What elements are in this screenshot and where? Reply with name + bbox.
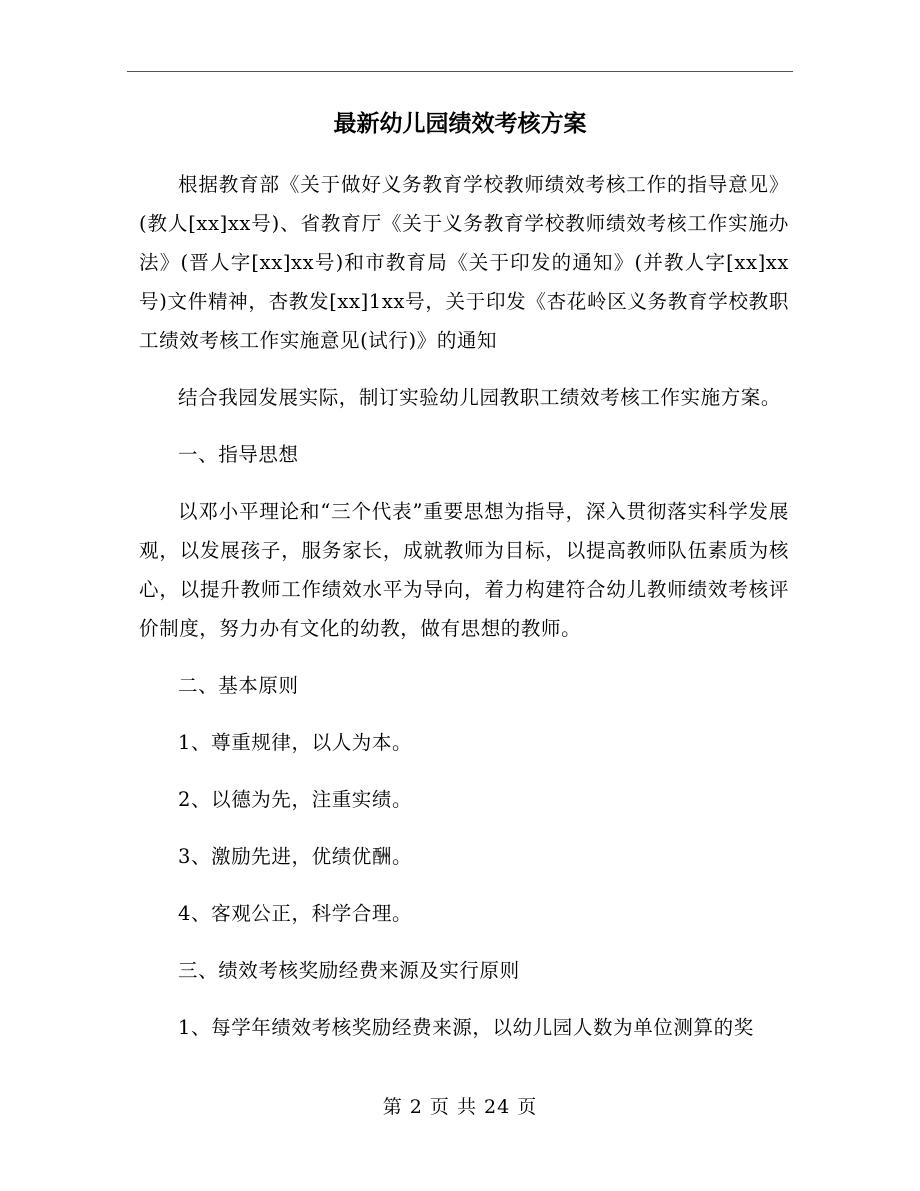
paragraph-basis: 根据教育部《关于做好义务教育学校教师绩效考核工作的指导意见》(教人[xx]xx号)、省教育厅《关于义务教育学校教师绩效考核工作实施办法》(晋人字[xx]xx号)和市教育局《关于印发的通知》(并教人字[xx]xx号)文件精神，杏教发[xx]1xx号，关于印发《杏花岭区义务教育学校教职工绩效考核工作实施意见(试行)》的通知 <box>139 173 789 352</box>
principle-item: 3、激励先进，优绩优酬。 <box>178 845 413 868</box>
section-heading-basic-principles: 二、基本原则 <box>178 674 299 697</box>
principle-item: 2、以德为先，注重实绩。 <box>178 788 413 811</box>
principle-item: 4、客观公正，科学合理。 <box>178 902 413 925</box>
page-number: 第 2 页 共 24 页 <box>382 1096 538 1118</box>
header-rule <box>127 71 793 72</box>
section-heading-guiding-ideology: 一、指导思想 <box>178 443 299 466</box>
document-body <box>139 165 789 1047</box>
document-title: 最新幼儿园绩效考核方案 <box>333 110 587 137</box>
section-heading-funding: 三、绩效考核奖励经费来源及实行原则 <box>178 959 520 982</box>
paragraph-funding-source: 1、每学年绩效考核奖励经费来源，以幼儿园人数为单位测算的奖 <box>178 1016 754 1039</box>
paragraph-guiding-ideology: 以邓小平理论和“三个代表”重要思想为指导，深入贯彻落实科学发展观，以发展孩子，服务家长，成就教师为目标，以提高教师队伍素质为核心，以提升教师工作绩效水平为导向，着力构建符合幼儿教师绩效考核评价制度，努力办有文化的幼教，做有思想的教师。 <box>139 500 789 640</box>
principle-item: 1、尊重规律，以人为本。 <box>178 731 413 754</box>
paragraph-purpose: 结合我园发展实际，制订实验幼儿园教职工绩效考核工作实施方案。 <box>178 386 782 409</box>
page-footer <box>0 1092 920 1122</box>
